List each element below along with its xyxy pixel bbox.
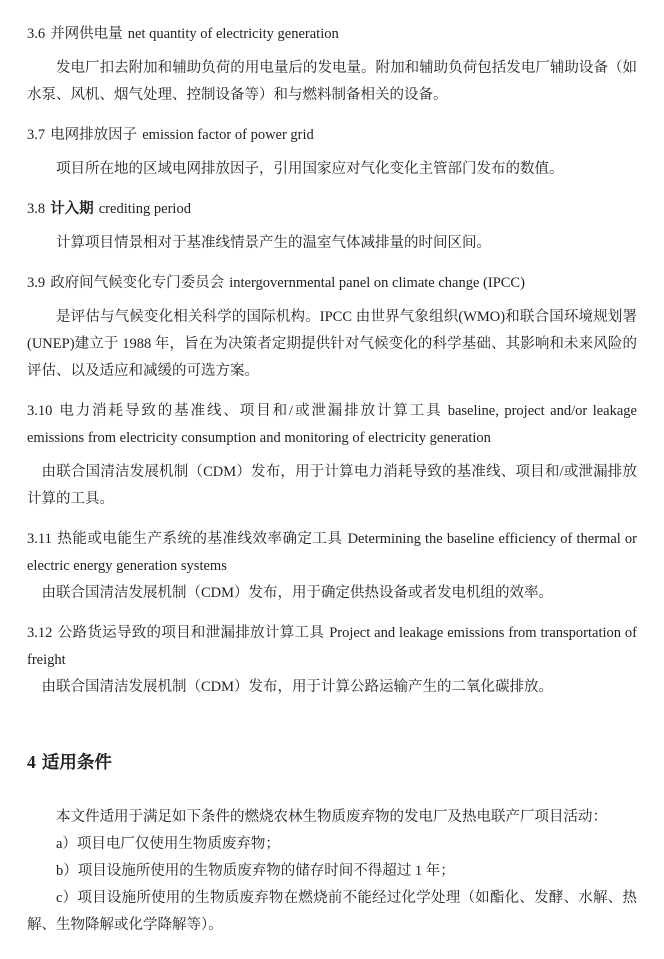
term-number: 3.10 xyxy=(27,403,53,419)
term-section-3-8 xyxy=(27,196,637,257)
term-number: 3.8 xyxy=(27,201,46,217)
term-title-en: Project and leakage emissions from transportation of freight xyxy=(27,625,638,668)
term-heading xyxy=(27,196,637,223)
term-number: 3.6 xyxy=(27,26,46,42)
term-definition: 由联合国清洁发展机制（CDM）发布，用于计算电力消耗导致的基准线、项目和/或泄漏排放计算的工具。 xyxy=(27,464,637,507)
term-definition: 由联合国清洁发展机制（CDM）发布，用于确定供热设备或者发电机组的效率。 xyxy=(41,585,554,601)
term-title-en: emission factor of power grid xyxy=(142,127,314,143)
term-title-zh: 电力消耗导致的基准线、项目和/或泄漏排放计算工具 xyxy=(57,403,443,419)
term-section-3-7 xyxy=(27,122,637,183)
term-title-zh: 并网供电量 xyxy=(50,26,123,42)
term-title-zh: 热能或电能生产系统的基准线效率确定工具 xyxy=(56,531,343,547)
term-section-3-12 xyxy=(27,620,637,701)
term-number: 3.7 xyxy=(27,127,46,143)
term-definition: 发电厂扣去附加和辅助负荷的用电量后的发电量。附加和辅助负荷包括发电厂辅助设备（如水泵、风机、烟气处理、控制设备等）和与燃料制备相关的设备。 xyxy=(27,60,637,103)
term-section-3-10 xyxy=(27,398,637,513)
term-definition: 是评估与气候变化相关科学的国际机构。IPCC 由世界气象组织(WMO)和联合国环境规划署(UNEP)建立于 1988 年，旨在为决策者定期提供针对气候变化的科学基础、其影响和未来风险的评估、以及适应和减缓的可选方案。 xyxy=(27,309,637,379)
term-heading xyxy=(27,122,637,149)
term-section-3-6 xyxy=(27,21,637,109)
term-title-en: baseline, project and/or leakage emissions from electricity consumption and monitoring of electricity generation xyxy=(27,403,637,446)
term-heading xyxy=(27,21,637,48)
term-heading xyxy=(27,398,637,452)
term-title-zh: 政府间气候变化专门委员会 xyxy=(50,275,225,291)
term-number: 3.9 xyxy=(27,275,46,291)
term-number: 3.12 xyxy=(27,625,53,641)
term-title-zh: 计入期 xyxy=(50,201,94,217)
term-heading xyxy=(27,270,637,297)
section-4-applicability xyxy=(27,747,637,939)
condition-item-b: b）项目设施所使用的生物质废弃物的储存时间不得超过 1 年； xyxy=(56,863,455,879)
term-title-en: Determining the baseline efficiency of thermal or electric energy generation systems xyxy=(27,531,638,574)
term-title-zh: 电网排放因子 xyxy=(50,127,138,143)
section-4-title xyxy=(27,747,637,777)
term-title-en: crediting period xyxy=(98,201,191,217)
section-4-intro: 本文件适用于满足如下条件的燃烧农林生物质废弃物的发电厂及热电联产厂项目活动： xyxy=(56,809,607,825)
condition-item-c: c）项目设施所使用的生物质废弃物在燃烧前不能经过化学处理（如酯化、发酵、水解、热解、生物降解或化学降解等）。 xyxy=(27,890,637,933)
term-title-en: intergovernmental panel on climate change (IPCC) xyxy=(229,275,525,291)
term-title-en: net quantity of electricity generation xyxy=(127,26,339,42)
term-section-3-11 xyxy=(27,526,637,607)
term-definition: 项目所在地的区域电网排放因子，引用国家应对气化变化主管部门发布的数值。 xyxy=(56,161,564,177)
term-definition: 计算项目情景相对于基准线情景产生的温室气体减排量的时间区间。 xyxy=(56,235,491,251)
section-title-text: 适用条件 xyxy=(41,752,112,772)
term-definition: 由联合国清洁发展机制（CDM）发布，用于计算公路运输产生的二氧化碳排放。 xyxy=(41,679,554,695)
section-number: 4 xyxy=(27,752,36,772)
term-title-zh: 公路货运导致的项目和泄漏排放计算工具 xyxy=(57,625,325,641)
term-heading xyxy=(27,526,637,580)
term-section-3-9 xyxy=(27,270,637,385)
condition-item-a: a）项目电厂仅使用生物质废弃物； xyxy=(56,836,280,852)
term-number: 3.11 xyxy=(27,531,52,547)
term-heading xyxy=(27,620,637,674)
